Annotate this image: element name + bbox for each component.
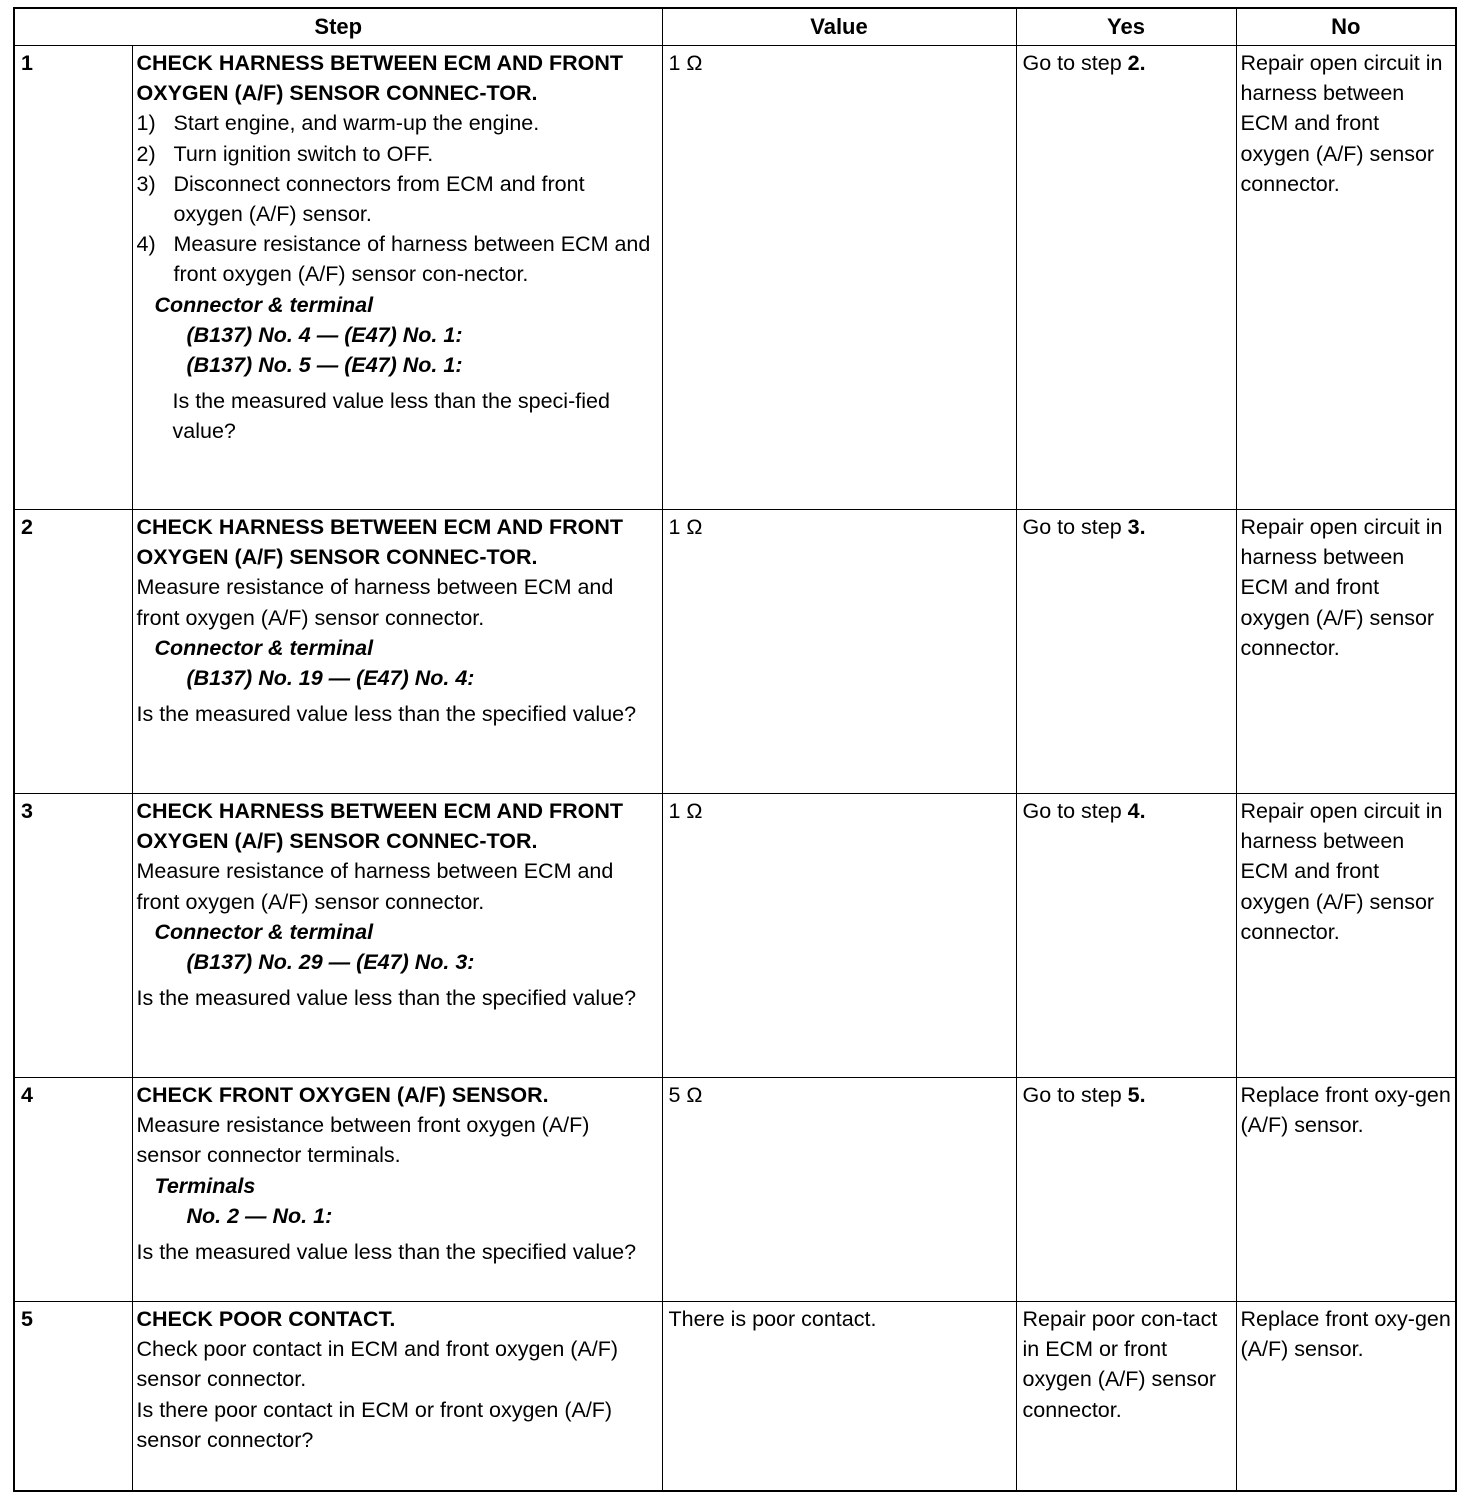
step-question: Is the measured value less than the speci-fied value? [172, 389, 610, 444]
yes-text: Go to step [1022, 799, 1128, 823]
list-item [137, 139, 656, 169]
connector-heading: Connector & terminal [154, 635, 374, 660]
no-cell: Replace front oxy-gen (A/F) sensor. [1236, 1302, 1456, 1492]
connector-spec: (B137) No. 29 — (E47) No. 3: [186, 950, 475, 975]
yes-text: Go to step [1022, 1083, 1128, 1107]
step-question: Is the measured value less than the specified value? [136, 986, 637, 1011]
list-item-text: Start engine, and warm-up the engine. [173, 111, 540, 136]
no-cell: Repair open circuit in harness between ECM and front oxygen (A/F) sensor connector. [1236, 794, 1456, 1078]
step-number-cell [14, 1078, 132, 1302]
step-cell [132, 46, 662, 510]
connector-heading: Connector & terminal [154, 292, 374, 317]
step-number: 5 [21, 1307, 33, 1331]
troubleshooting-table-page [13, 7, 1457, 1492]
yes-step-ref: 4. [1127, 799, 1146, 823]
table-row [14, 794, 1456, 1078]
no-cell: Replace front oxy-gen (A/F) sensor. [1236, 1078, 1456, 1302]
yes-text: Go to step [1022, 515, 1128, 539]
list-item-number: 2) [136, 141, 156, 166]
table-row [14, 1078, 1456, 1302]
step-number: 3 [21, 799, 33, 823]
yes-step-ref: 3. [1127, 515, 1146, 539]
step-body: Measure resistance of harness between ECM and front oxygen (A/F) sensor connector. [136, 575, 614, 630]
yes-step-ref: 5. [1127, 1083, 1146, 1107]
terminals-heading: Terminals [154, 1173, 256, 1198]
header-step: Step [14, 8, 662, 46]
list-item-text: Measure resistance of harness between ECM and front oxygen (A/F) sensor con-nector. [173, 232, 651, 287]
connector-spec: (B137) No. 19 — (E47) No. 4: [186, 666, 475, 691]
step-title: CHECK HARNESS BETWEEN ECM AND FRONT OXYGEN (A/F) SENSOR CONNEC-TOR. [136, 799, 624, 854]
step-body: Check poor contact in ECM and front oxygen (A/F) sensor connector. [136, 1337, 619, 1392]
list-item [137, 229, 656, 289]
list-item-number: 1) [136, 111, 156, 136]
table-row [14, 510, 1456, 794]
list-item [137, 169, 656, 229]
yes-cell [1016, 794, 1236, 1078]
no-cell: Repair open circuit in harness between ECM and front oxygen (A/F) sensor connector. [1236, 46, 1456, 510]
header-yes: Yes [1016, 8, 1236, 46]
header-no: No [1236, 8, 1456, 46]
value-cell: 5 Ω [662, 1078, 1016, 1302]
step-number: 1 [21, 51, 33, 75]
list-item-text: Disconnect connectors from ECM and front oxygen (A/F) sensor. [173, 171, 585, 227]
header-row [14, 8, 1456, 46]
yes-text: Go to step [1022, 51, 1128, 75]
step-title: CHECK POOR CONTACT. [136, 1307, 396, 1331]
step-question: Is there poor contact in ECM or front oxygen (A/F) sensor connector? [136, 1397, 613, 1452]
table-row [14, 1302, 1456, 1492]
table-row [14, 46, 1456, 510]
value-cell: 1 Ω [662, 794, 1016, 1078]
step-number-cell [14, 794, 132, 1078]
step-title: CHECK HARNESS BETWEEN ECM AND FRONT OXYGEN (A/F) SENSOR CONNEC-TOR. [136, 51, 624, 106]
list-item [137, 108, 656, 138]
connector-spec: (B137) No. 4 — (E47) No. 1: [186, 322, 463, 347]
yes-cell [1016, 46, 1236, 510]
step-body: Measure resistance of harness between ECM and front oxygen (A/F) sensor connector. [136, 859, 614, 914]
step-number-cell [14, 510, 132, 794]
step-question: Is the measured value less than the specified value? [136, 1240, 637, 1265]
step-number-cell [14, 46, 132, 510]
step-number: 4 [21, 1083, 33, 1107]
step-cell [132, 510, 662, 794]
diagnostic-table [13, 7, 1457, 1492]
yes-cell [1016, 510, 1236, 794]
step-body: Measure resistance between front oxygen (A/F) sensor connector terminals. [136, 1113, 590, 1168]
list-item-text: Turn ignition switch to OFF. [173, 141, 434, 166]
yes-cell: Repair poor con-tact in ECM or front oxygen (A/F) sensor connector. [1016, 1302, 1236, 1492]
step-number-cell [14, 1302, 132, 1492]
list-item-number: 4) [136, 232, 156, 257]
value-cell: 1 Ω [662, 510, 1016, 794]
step-title: CHECK FRONT OXYGEN (A/F) SENSOR. [136, 1083, 549, 1107]
header-value: Value [662, 8, 1016, 46]
connector-heading: Connector & terminal [154, 919, 374, 944]
connector-spec: (B137) No. 5 — (E47) No. 1: [186, 353, 463, 378]
step-title: CHECK HARNESS BETWEEN ECM AND FRONT OXYGEN (A/F) SENSOR CONNEC-TOR. [136, 515, 624, 570]
value-cell: 1 Ω [662, 46, 1016, 510]
step-cell [132, 794, 662, 1078]
step-cell [132, 1078, 662, 1302]
yes-step-ref: 2. [1127, 51, 1146, 75]
value-cell: There is poor contact. [662, 1302, 1016, 1492]
no-cell: Repair open circuit in harness between ECM and front oxygen (A/F) sensor connector. [1236, 510, 1456, 794]
yes-cell [1016, 1078, 1236, 1302]
list-item-number: 3) [136, 171, 156, 196]
terminal-spec: No. 2 — No. 1: [186, 1203, 333, 1228]
step-cell [132, 1302, 662, 1492]
step-number: 2 [21, 515, 33, 539]
step-question: Is the measured value less than the specified value? [136, 702, 637, 727]
